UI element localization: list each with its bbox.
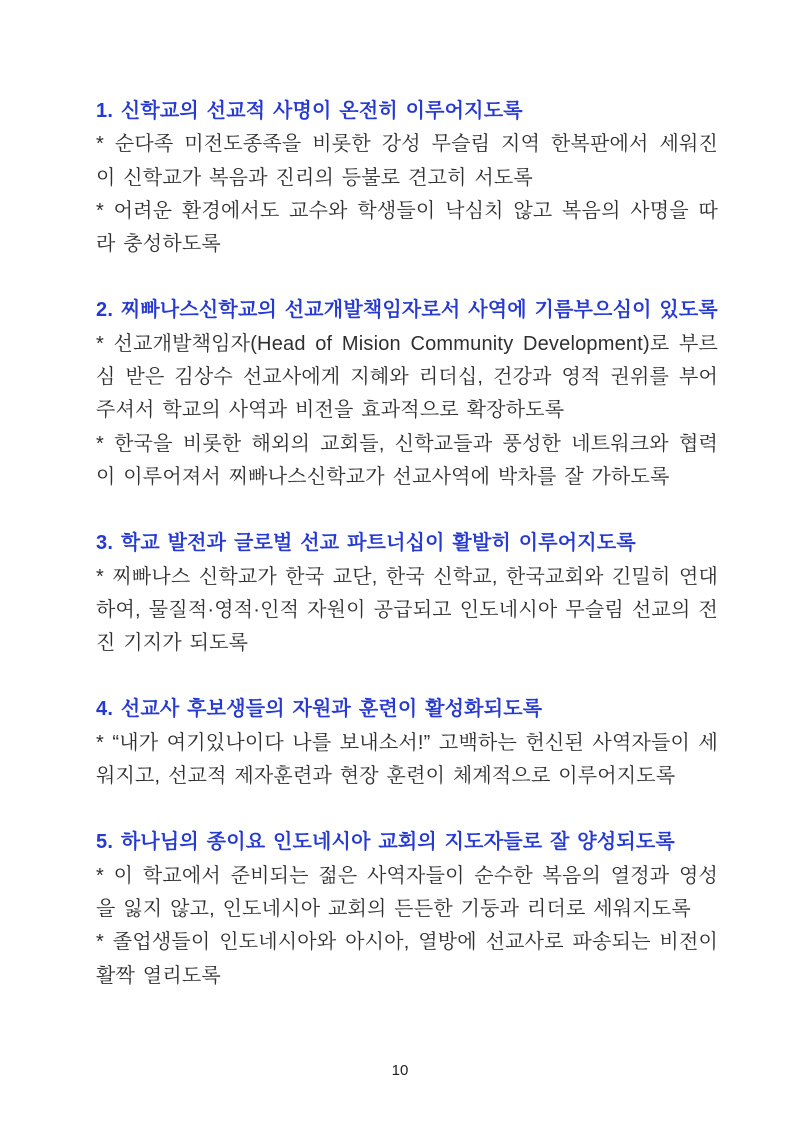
prayer-section-2 <box>96 294 718 494</box>
document-body <box>96 95 718 1026</box>
section-heading: 5. 하나님의 종이요 인도네시아 교회의 지도자들로 잘 양성되도록 <box>96 831 675 854</box>
section-paragraph: * 선교개발책임자(Head of Mision Community Development)로 부르심 받은 김상수 선교사에게 지혜와 리더십, 건강과 영적 권위를 부어주셔서 학교의 사역과 비전을 효과적으로 확장하도록 <box>96 332 718 422</box>
section-heading: 2. 찌빠나스신학교의 선교개발책임자로서 사역에 기름부으심이 있도록 <box>96 299 718 322</box>
prayer-section-4 <box>96 693 718 793</box>
prayer-section-3 <box>96 527 718 660</box>
section-heading: 4. 선교사 후보생들의 자원과 훈련이 활성화되도록 <box>96 698 543 721</box>
page-footer <box>0 1061 800 1081</box>
section-paragraph: * “내가 여기있나이다 나를 보내소서!” 고백하는 헌신된 사역자들이 세워지고, 선교적 제자훈련과 현장 훈련이 체계적으로 이루어지도록 <box>96 731 718 788</box>
section-paragraph: * 순다족 미전도종족을 비롯한 강성 무슬림 지역 한복판에서 세워진 이 신학교가 복음과 진리의 등불로 견고히 서도록 <box>96 133 718 189</box>
section-paragraph: * 어려운 환경에서도 교수와 학생들이 낙심치 않고 복음의 사명을 따라 충성하도록 <box>96 199 718 256</box>
page-number: 10 <box>391 1062 409 1079</box>
section-paragraph: * 한국을 비롯한 해외의 교회들, 신학교들과 풍성한 네트워크와 협력이 이루어져서 찌빠나스신학교가 선교사역에 박차를 잘 가하도록 <box>96 432 718 488</box>
prayer-section-5 <box>96 826 718 992</box>
section-paragraph: * 찌빠나스 신학교가 한국 교단, 한국 신학교, 한국교회와 긴밀히 연대하여, 물질적·영적·인적 자원이 공급되고 인도네시아 무슬림 선교의 전진 기지가 되도록 <box>96 565 718 655</box>
section-heading: 3. 학교 발전과 글로벌 선교 파트너십이 활발히 이루어지도록 <box>96 532 636 555</box>
section-heading: 1. 신학교의 선교적 사명이 온전히 이루어지도록 <box>96 100 523 122</box>
prayer-section-1 <box>96 95 718 261</box>
section-paragraph: * 졸업생들이 인도네시아와 아시아, 열방에 선교사로 파송되는 비전이 활짝 열리도록 <box>96 931 718 987</box>
section-paragraph: * 이 학교에서 준비되는 젊은 사역자들이 순수한 복음의 열정과 영성을 잃지 않고, 인도네시아 교회의 든든한 기둥과 리더로 세워지도록 <box>96 864 718 920</box>
